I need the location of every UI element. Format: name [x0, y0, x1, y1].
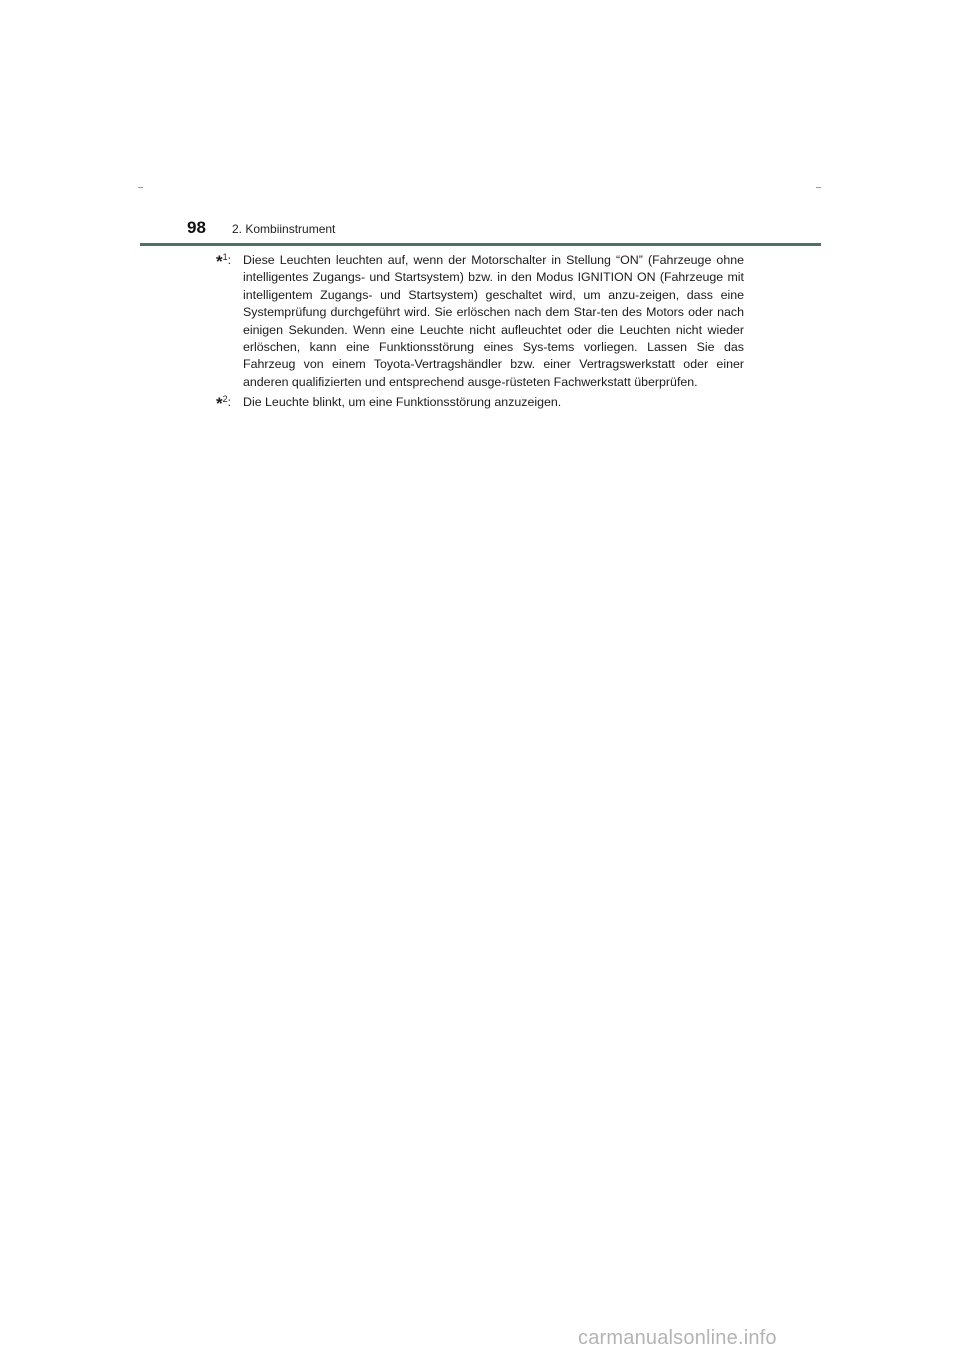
crop-mark-left: [138, 187, 143, 188]
footnote-marker: [216, 252, 231, 270]
footnote-colon: :: [227, 253, 232, 267]
footnote-number: 1: [222, 252, 228, 262]
footnote-text: Diese Leuchten leuchten auf, wenn der Motorschalter in Stellung “ON” (Fahrzeuge ohne intelligentes Zugangs- und Startsystem) bzw. in den Modus IGNITION ON (Fahrzeuge mit intelligentem Zugangs- und Startsystem) geschaltet wird, um anzu-zeigen, dass eine Systemprüfung durchgeführt wird. Sie erlöschen nach dem Star-ten des Motors oder nach einigen Sekunden. Wenn eine Leuchte nicht aufleuchtet oder die Leuchten nicht wieder erlöschen, kann eine Funktionsstörung eines Sys-tems vorliegen. Lassen Sie das Fahrzeug von einem Toyota-Vertragshändler bzw. einer Vertragswerkstatt oder einer anderen qualifizierten und entsprechend ausge-rüsteten Fachwerkstatt überprüfen.: [243, 253, 744, 389]
footnote-1: [216, 252, 744, 391]
crop-mark-right: [816, 187, 821, 188]
footnote-colon: :: [227, 395, 232, 410]
section-title: 2. Kombiinstrument: [232, 222, 336, 236]
footnote-2: [216, 394, 744, 414]
asterisk-icon: *: [216, 394, 223, 414]
footnote-number: 2: [222, 394, 228, 405]
footnote-text: Die Leuchte blinkt, um eine Funktionsstörung anzuzeigen.: [243, 395, 562, 410]
asterisk-icon: *: [216, 252, 223, 271]
page-number: 98: [187, 218, 206, 237]
footnotes: [216, 252, 744, 415]
watermark[interactable]: carmanualsonline.info: [578, 1327, 777, 1349]
header-rule: [140, 243, 821, 246]
footnote-marker: [216, 394, 231, 412]
